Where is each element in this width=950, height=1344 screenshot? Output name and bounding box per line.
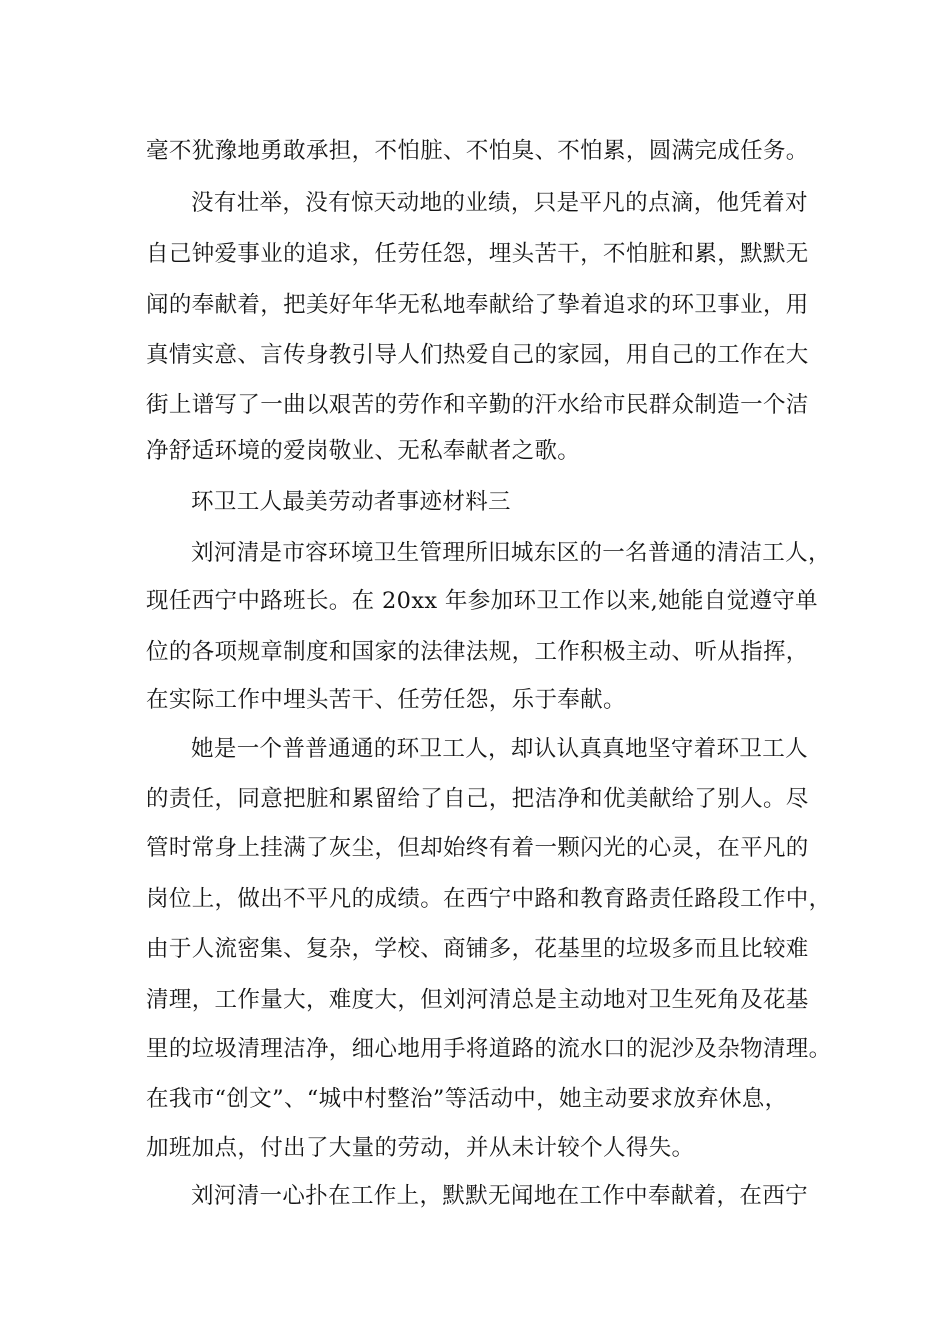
text-line: 净舒适环境的爱岗敬业、无私奉献者之歌。 (146, 438, 581, 464)
text-line: 毫不犹豫地勇敢承担，不怕脏、不怕臭、不怕累，圆满完成任务。 (146, 138, 809, 164)
text-line: 由于人流密集、复杂，学校、商铺多，花基里的垃圾多而且比较难 (146, 936, 809, 962)
text-line: 闻的奉献着，把美好年华无私地奉献给了挚着追求的环卫事业，用 (146, 292, 809, 318)
text-line: 的责任，同意把脏和累留给了自己，把洁净和优美献给了别人。尽 (146, 786, 809, 812)
text-line: 管时常身上挂满了灰尘，但却始终有着一颗闪光的心灵，在平凡的 (146, 835, 809, 861)
text-line: 街上谱写了一曲以艰苦的劳作和辛勤的汗水给市民群众制造一个洁 (146, 392, 809, 418)
text-line: 现任西宁中路班长。在 20xx 年参加环卫工作以来,她能自觉遵守单 (146, 588, 819, 614)
text-line: 真情实意、言传身教引导人们热爱自己的家园，用自己的工作在大 (146, 342, 809, 368)
text-line: 自己钟爱事业的追求，任劳任怨，埋头苦干，不怕脏和累，默默无 (146, 241, 809, 267)
text-line: 加班加点，付出了大量的劳动，并从未计较个人得失。 (146, 1135, 695, 1161)
paragraph-start-line: 她是一个普普通通的环卫工人，却认认真真地坚守着环卫工人 (191, 736, 808, 762)
paragraph-start-line: 刘河清是市容环境卫生管理所旧城东区的一名普通的清洁工人， (191, 540, 831, 566)
paragraph-start-line: 没有壮举，没有惊天动地的业绩，只是平凡的点滴，他凭着对 (191, 190, 808, 216)
text-line: 岗位上，做出不平凡的成绩。在西宁中路和教育路责任路段工作中， (146, 886, 832, 912)
text-line: 在实际工作中埋头苦干、任劳任怨，乐于奉献。 (146, 687, 626, 713)
text-line: 位的各项规章制度和国家的法律法规，工作积极主动、听从指挥， (146, 639, 809, 665)
text-line: 里的垃圾清理洁净，细心地用手将道路的流水口的泥沙及杂物清理。 (146, 1036, 832, 1062)
section-heading: 环卫工人最美劳动者事迹材料三 (191, 489, 511, 515)
text-line: 清理，工作量大，难度大，但刘河清总是主动地对卫生死角及花基 (146, 987, 809, 1013)
text-line: 在我市“创文”、“城中村整治”等活动中，她主动要求放弃休息， (146, 1086, 788, 1112)
paragraph-start-line: 刘河清一心扑在工作上，默默无闻地在工作中奉献着，在西宁 (191, 1183, 808, 1209)
